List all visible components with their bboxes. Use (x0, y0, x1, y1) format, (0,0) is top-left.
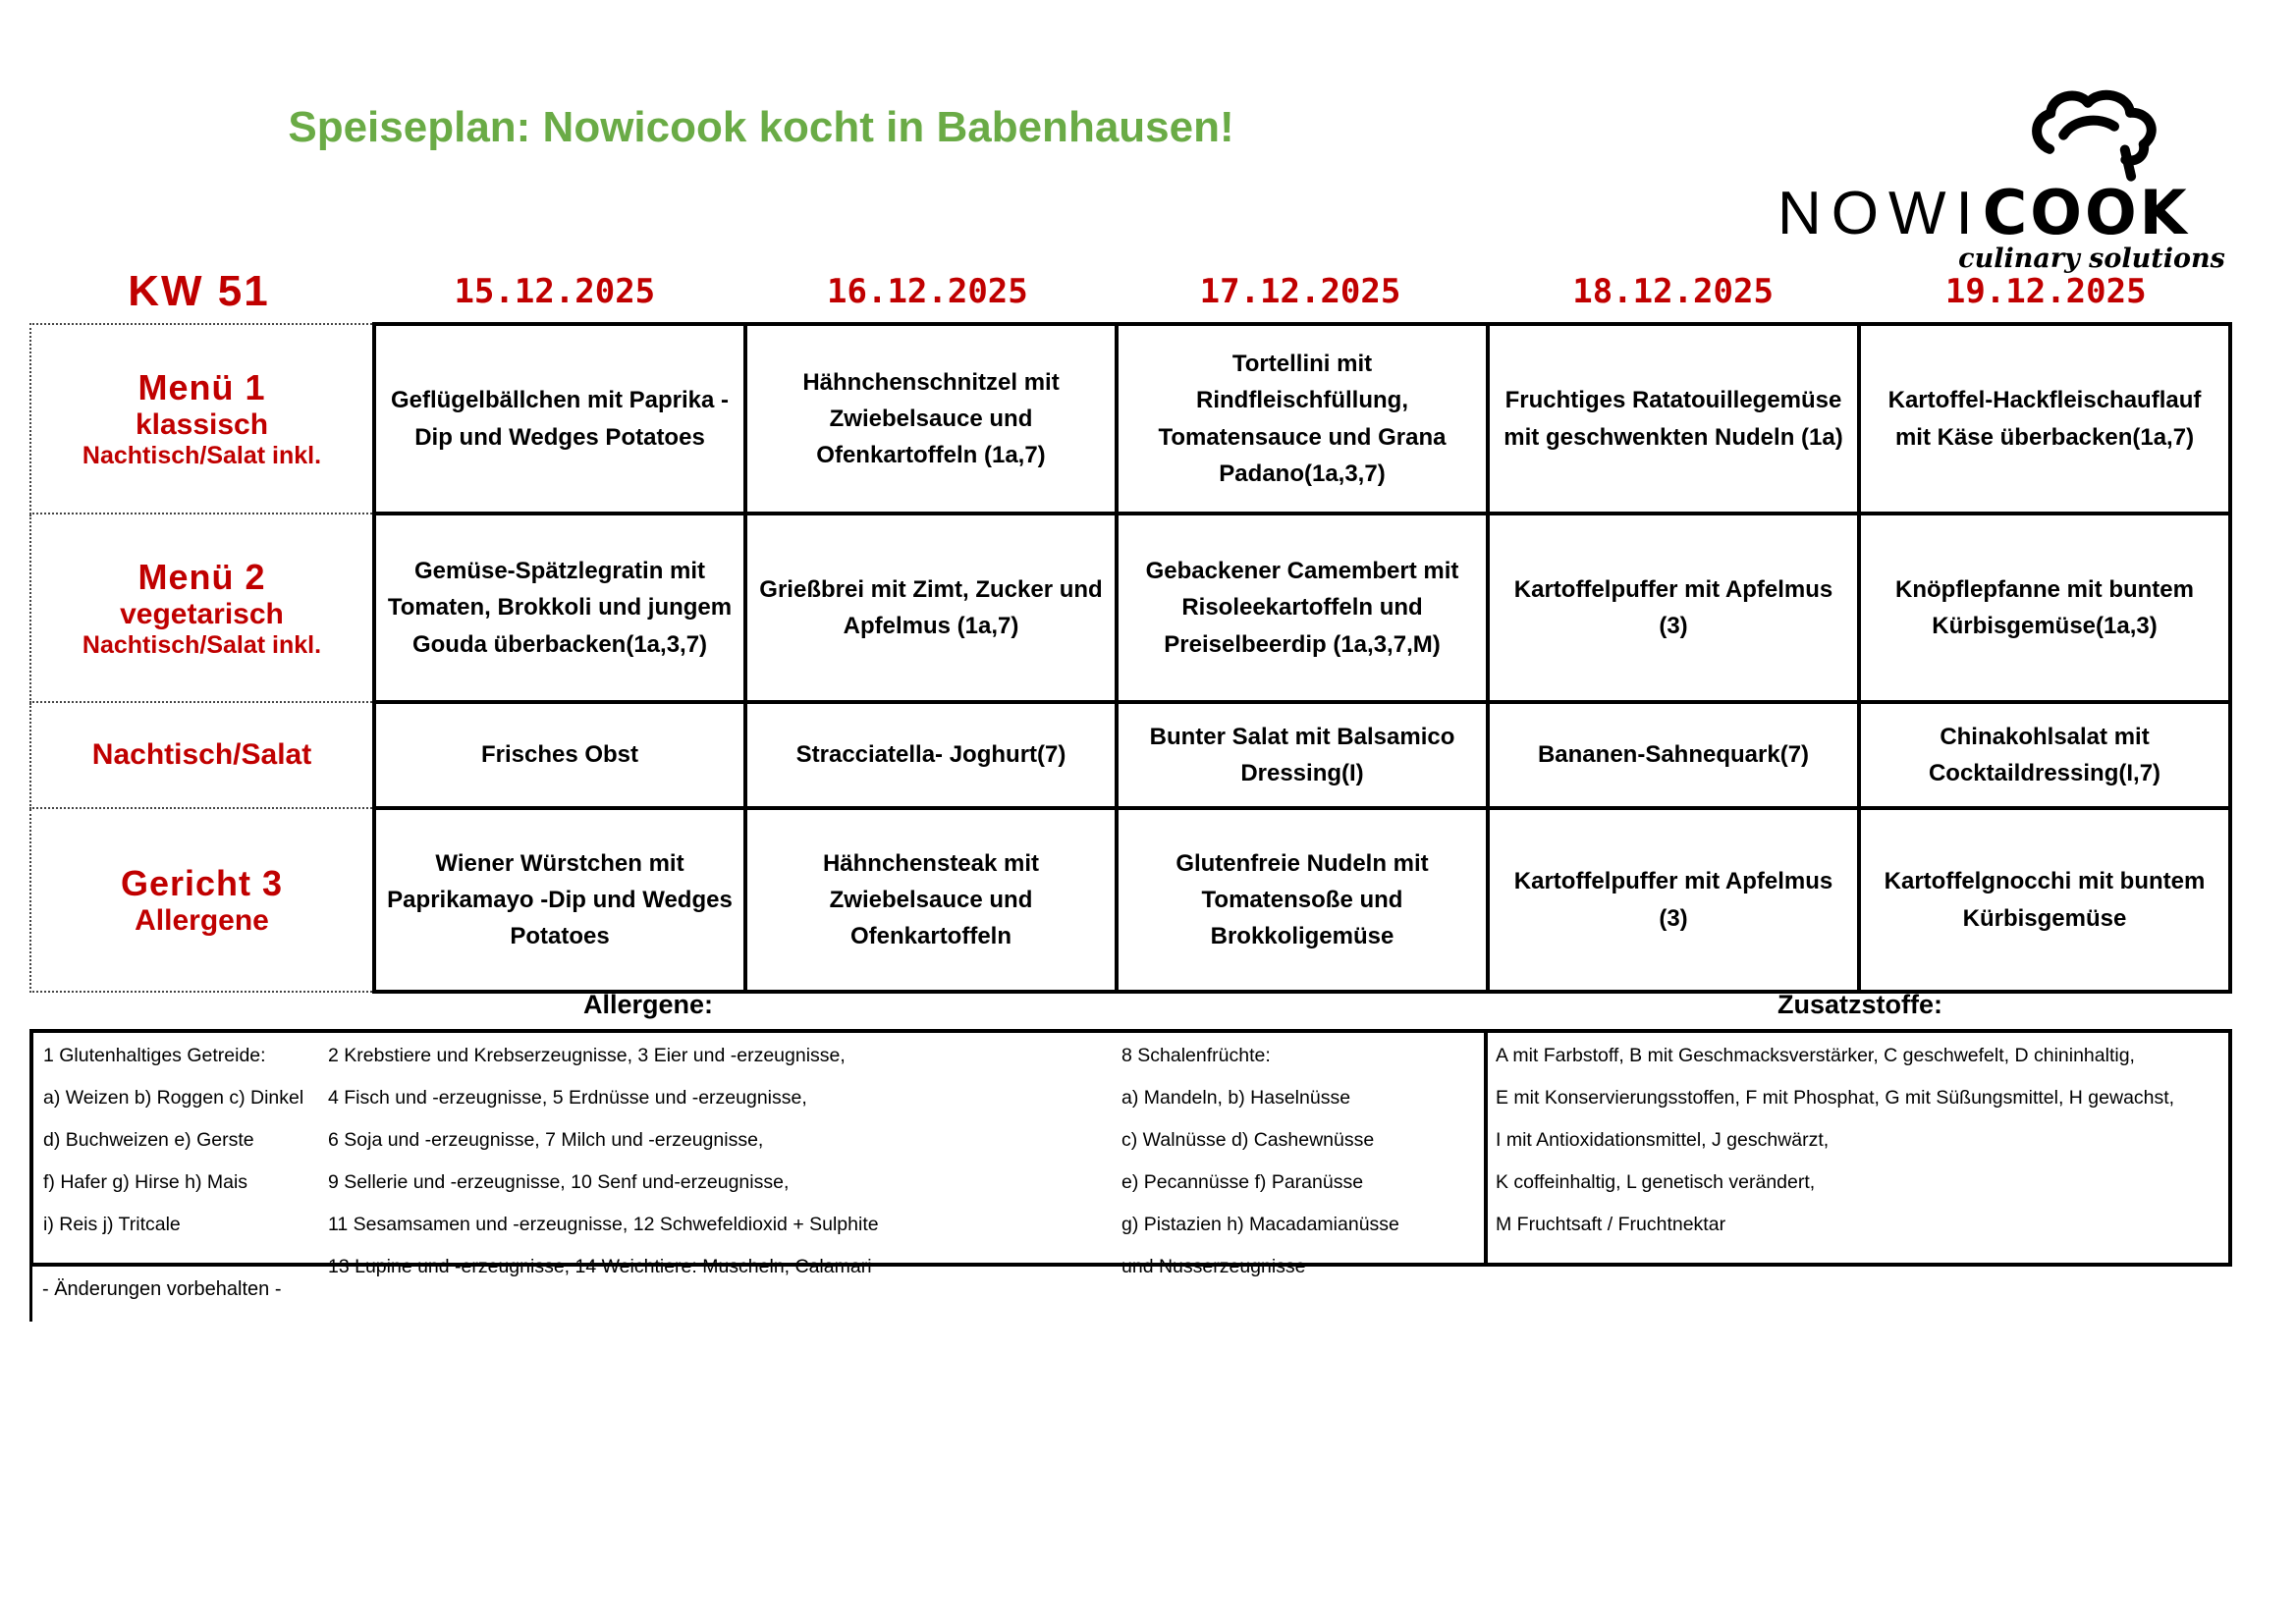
menu-cell: Knöpflepfanne mit buntem Kürbisgemüse(1a,3) (1859, 514, 2230, 702)
brand-logo (1768, 83, 2239, 274)
additives-box (1484, 1029, 2232, 1267)
brand-name (1777, 177, 2190, 248)
legend-line: i) Reis j) Tritcale (43, 1214, 181, 1235)
menu-cell: Kartoffelgnocchi mit buntem Kürbisgemüse (1859, 808, 2230, 992)
menu-cell: Grießbrei mit Zimt, Zucker und Apfelmus (1a,7) (745, 514, 1117, 702)
menu-cell: Kartoffelpuffer mit Apfelmus (3) (1488, 514, 1859, 702)
menu-cell: Gebackener Camembert mit Risoleekartoffeln und Preiselbeerdip (1a,3,7,M) (1117, 514, 1488, 702)
row-label-note: Nachtisch/Salat inkl. (82, 442, 322, 469)
table-row (30, 702, 2230, 808)
allergens-column-nuts (1121, 1035, 1399, 1288)
legend-line: 8 Schalenfrüchte: (1121, 1045, 1271, 1066)
table-row (30, 808, 2230, 992)
legend-line: 11 Sesamsamen und -erzeugnisse, 12 Schwefeldioxid + Sulphite (328, 1214, 879, 1235)
legend-line: f) Hafer g) Hirse h) Mais (43, 1171, 248, 1193)
legend-line: 13 Lupine und -erzeugnisse, 14 Weichtiere: Muscheln, Calamari (328, 1256, 872, 1277)
menu-cell: Hähnchenschnitzel mit Zwiebelsauce und Ofenkartoffeln (1a,7) (745, 324, 1117, 514)
menu-table (29, 322, 2232, 994)
legend-line: e) Pecannüsse f) Paranüsse (1121, 1171, 1364, 1193)
table-row (30, 514, 2230, 702)
row-label-title: Nachtisch/Salat (91, 738, 312, 771)
legend-line: g) Pistazien h) Macadamianüsse (1121, 1214, 1399, 1235)
brand-tagline: culinary solutions (1958, 244, 2225, 274)
row-label-gericht3 (30, 808, 374, 992)
date-column-wednesday: 17.12.2025 (1199, 272, 1401, 311)
allergens-heading: Allergene: (582, 990, 714, 1019)
footnote: - Änderungen vorbehalten - (29, 1267, 1488, 1322)
menu-cell: Glutenfreie Nudeln mit Tomatensoße und Brokkoligemüse (1117, 808, 1488, 992)
menu-cell: Gemüse-Spätzlegratin mit Tomaten, Brokkoli und jungem Gouda überbacken(1a,3,7) (374, 514, 745, 702)
week-label: KW 51 (128, 267, 270, 315)
date-column-thursday: 18.12.2025 (1572, 272, 1774, 311)
legend-line: c) Walnüsse d) Cashewnüsse (1121, 1129, 1375, 1151)
legend-line: 2 Krebstiere und Krebserzeugnisse, 3 Eier und -erzeugnisse, (328, 1045, 846, 1066)
row-label-menu2 (30, 514, 374, 702)
menu-cell: Tortellini mit Rindfleischfüllung, Tomatensauce und Grana Padano(1a,3,7) (1117, 324, 1488, 514)
date-column-tuesday: 16.12.2025 (827, 272, 1028, 311)
menu-cell: Fruchtiges Ratatouillegemüse mit geschwenkten Nudeln (1a) (1488, 324, 1859, 514)
legend-line: 1 Glutenhaltiges Getreide: (43, 1045, 266, 1066)
row-label-subtitle: Allergene (135, 903, 269, 937)
table-row (30, 324, 2230, 514)
row-label-subtitle: klassisch (135, 408, 269, 441)
menu-cell: Frisches Obst (374, 702, 745, 808)
menu-cell: Bunter Salat mit Balsamico Dressing(I) (1117, 702, 1488, 808)
menu-cell: Stracciatella- Joghurt(7) (745, 702, 1117, 808)
row-label-subtitle: vegetarisch (120, 597, 284, 630)
legend-line: I mit Antioxidationsmittel, J geschwärzt, (1496, 1129, 1830, 1151)
allergens-column-numbers (328, 1035, 879, 1288)
legend-line: a) Weizen b) Roggen c) Dinkel (43, 1087, 304, 1109)
row-label-title: Menü 1 (137, 367, 266, 407)
menu-cell: Kartoffel-Hackfleischauflauf mit Käse überbacken(1a,7) (1859, 324, 2230, 514)
legend-line: E mit Konservierungsstoffen, F mit Phosphat, G mit Süßungsmittel, H gewachst, (1496, 1087, 2175, 1109)
row-label-menu1 (30, 324, 374, 514)
legend-line: d) Buchweizen e) Gerste (43, 1129, 254, 1151)
allergens-box (29, 1029, 1488, 1277)
chef-hat-icon (2013, 83, 2190, 182)
page-title: Speiseplan: Nowicook kocht in Babenhausen! (288, 103, 1234, 151)
date-column-friday: 19.12.2025 (1944, 272, 2147, 311)
row-label-note: Nachtisch/Salat inkl. (82, 630, 322, 659)
menu-cell: Geflügelbällchen mit Paprika -Dip und Wedges Potatoes (374, 324, 745, 514)
legend-line: M Fruchtsaft / Fruchtnektar (1496, 1214, 1726, 1235)
menu-cell: Bananen-Sahnequark(7) (1488, 702, 1859, 808)
legend-line: K coffeinhaltig, L genetisch verändert, (1496, 1171, 1816, 1193)
allergens-column-grains (43, 1035, 303, 1246)
menu-cell: Hähnchensteak mit Zwiebelsauce und Ofenkartoffeln (745, 808, 1117, 992)
brand-name-thin: NOWI (1777, 180, 1983, 247)
legend-line: a) Mandeln, b) Haselnüsse (1121, 1087, 1351, 1109)
menu-cell: Kartoffelpuffer mit Apfelmus (3) (1488, 808, 1859, 992)
row-label-title: Gericht 3 (120, 862, 284, 903)
legend-line: 9 Sellerie und -erzeugnisse, 10 Senf und-erzeugnisse, (328, 1171, 790, 1193)
menu-cell: Wiener Würstchen mit Paprikamayo -Dip und Wedges Potatoes (374, 808, 745, 992)
brand-name-bold: COOK (1982, 177, 2190, 248)
additives-heading: Zusatzstoffe: (1777, 990, 1942, 1019)
date-column-monday: 15.12.2025 (454, 272, 656, 311)
legend-line: 4 Fisch und -erzeugnisse, 5 Erdnüsse und -erzeugnisse, (328, 1087, 807, 1109)
legend-line: 6 Soja und -erzeugnisse, 7 Milch und -erzeugnisse, (328, 1129, 764, 1151)
row-label-dessert (30, 702, 374, 808)
row-label-title: Menü 2 (137, 556, 266, 597)
menu-cell: Chinakohlsalat mit Cocktaildressing(I,7) (1859, 702, 2230, 808)
legend-line: und Nusserzeugnisse (1121, 1256, 1306, 1277)
table-header (29, 263, 2232, 320)
legend-line: A mit Farbstoff, B mit Geschmacksverstärker, C geschwefelt, D chininhaltig, (1496, 1045, 2135, 1066)
